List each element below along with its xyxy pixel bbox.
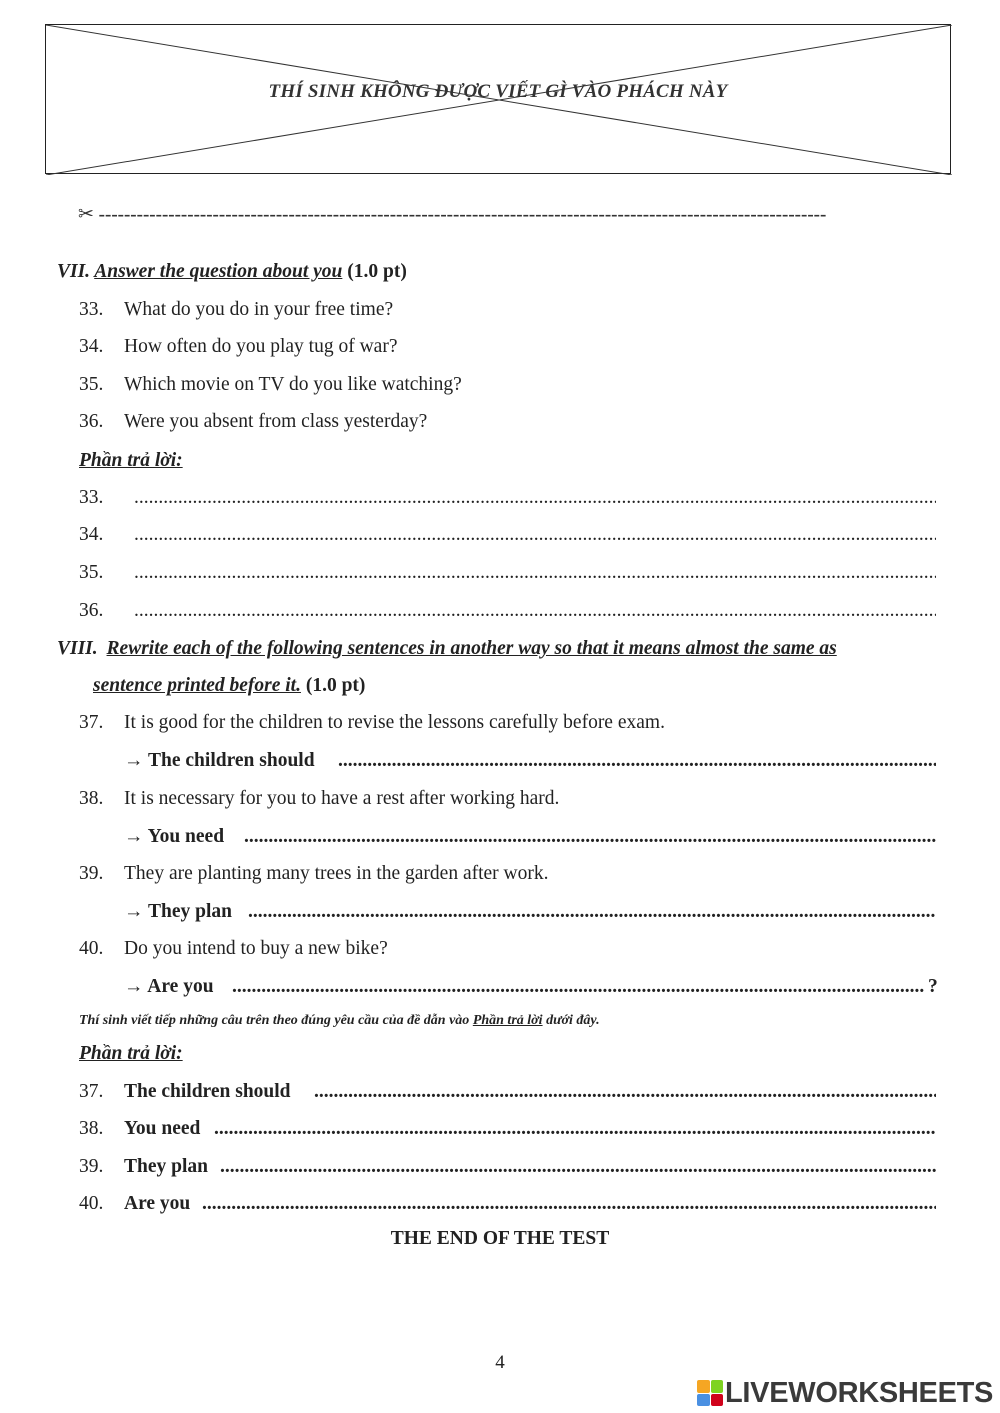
answer-row[interactable] [0,1189,1000,1219]
header-box-text: THÍ SINH KHÔNG ĐƯỢC VIẾT GÌ VÀO PHÁCH NÀY [268,81,728,102]
answer-number: 36. [79,600,104,621]
answer-blank[interactable] [134,558,936,588]
answer-label: Phần trả lời: [79,1043,183,1064]
item-text: Do you intend to buy a new bike? [124,938,388,959]
question-text: Were you absent from class yesterday? [124,411,428,432]
question-text: Which movie on TV do you like watching? [124,374,462,395]
logo-square [711,1380,724,1393]
section-8-title-line2: sentence printed before it. [93,675,301,696]
answer-row[interactable] [0,1114,1000,1144]
logo-square [697,1394,710,1407]
answer-label-row [0,446,1000,476]
section-8-heading [0,634,1000,664]
item-text: It is necessary for you to have a rest after working hard. [124,788,560,809]
rewrite-item [0,708,1000,738]
prompt-blank[interactable] [338,746,936,776]
answer-blank[interactable] [134,596,936,626]
answer-label-row [0,1039,1000,1069]
prompt-text: → You need [124,826,225,847]
answer-prompt: They plan [124,1156,208,1177]
answer-number: 40. [79,1193,104,1214]
section-8-points: (1.0 pt) [305,675,366,696]
answer-row[interactable] [0,558,1000,588]
answer-blank[interactable] [202,1189,936,1219]
prompt-blank[interactable] [232,972,924,1002]
note-text-end: dưới đây. [546,1013,600,1028]
liveworksheets-logo [697,1377,993,1409]
answer-number: 39. [79,1156,104,1177]
prompt-text: → The children should [124,750,315,771]
question-number: 34. [79,336,104,357]
answer-row[interactable] [0,1152,1000,1182]
answer-number: 35. [79,562,104,583]
prompt-text: → They plan [124,901,233,922]
answer-number: 37. [79,1081,104,1102]
rewrite-prompt[interactable] [0,822,1000,852]
question-number: 33. [79,299,104,320]
prompt-text: → Are you [124,976,214,997]
item-text: It is good for the children to revise the lessons carefully before exam. [124,712,665,733]
answer-number: 33. [79,487,104,508]
answer-label: Phần trả lời: [79,450,183,471]
note-text: Thí sinh viết tiếp những câu trên theo đúng yêu cầu của đề dẫn vào [79,1013,470,1028]
question-row [0,332,1000,362]
section-7-number: VII. [57,261,91,282]
answer-blank[interactable] [314,1077,936,1107]
question-number: 36. [79,411,104,432]
answer-row[interactable] [0,596,1000,626]
item-number: 39. [79,863,104,884]
answer-row[interactable] [0,483,1000,513]
logo-mark-icon [697,1380,723,1406]
rewrite-item [0,934,1000,964]
answer-row[interactable] [0,1077,1000,1107]
header-box [45,24,951,174]
item-number: 37. [79,712,104,733]
rewrite-prompt[interactable] [0,746,1000,776]
answer-blank[interactable] [134,520,936,550]
question-text: What do you do in your free time? [124,299,394,320]
prompt-blank[interactable] [248,897,936,927]
logo-square [697,1380,710,1393]
rewrite-prompt[interactable] [0,897,1000,927]
page-number: 4 [495,1352,505,1373]
answer-blank[interactable] [214,1114,936,1144]
section-7-points: (1.0 pt) [347,261,407,282]
answer-row[interactable] [0,520,1000,550]
section-8-number: VIII. [57,638,98,659]
answer-prompt: The children should [124,1081,291,1102]
answer-blank[interactable] [134,483,936,513]
question-number: 35. [79,374,104,395]
item-number: 38. [79,788,104,809]
logo-square [711,1394,724,1407]
rewrite-item [0,859,1000,889]
scissors-icon: ✂ [78,204,94,225]
answer-prompt: You need [124,1118,201,1139]
question-row [0,295,1000,325]
rewrite-prompt[interactable] [0,972,1000,1002]
note-link: Phần trả lời [472,1013,543,1028]
cut-dashes: ------------------------------------------------------------------------------------------------------------------- [98,204,827,225]
answer-blank[interactable] [220,1152,936,1182]
prompt-blank[interactable] [244,822,936,852]
logo-text: LIVEWORKSHEETS [725,1376,994,1409]
section-8-title: Rewrite each of the following sentences in another way so that it means almost the same as [106,638,837,659]
question-text: How often do you play tug of war? [124,336,398,357]
section-7-title: Answer the question about you [94,261,343,282]
cut-line [78,203,938,233]
instruction-note [0,1013,1000,1033]
answer-prompt: Are you [124,1193,191,1214]
rewrite-item [0,784,1000,814]
answer-number: 38. [79,1118,104,1139]
question-row [0,370,1000,400]
item-text: They are planting many trees in the garden after work. [124,863,549,884]
end-of-test: THE END OF THE TEST [390,1228,610,1249]
answer-number: 34. [79,524,104,545]
item-number: 40. [79,938,104,959]
prompt-end: ? [928,976,938,997]
section-8-heading-cont [0,671,1000,701]
question-row [0,407,1000,437]
section-7-heading [0,257,1000,287]
